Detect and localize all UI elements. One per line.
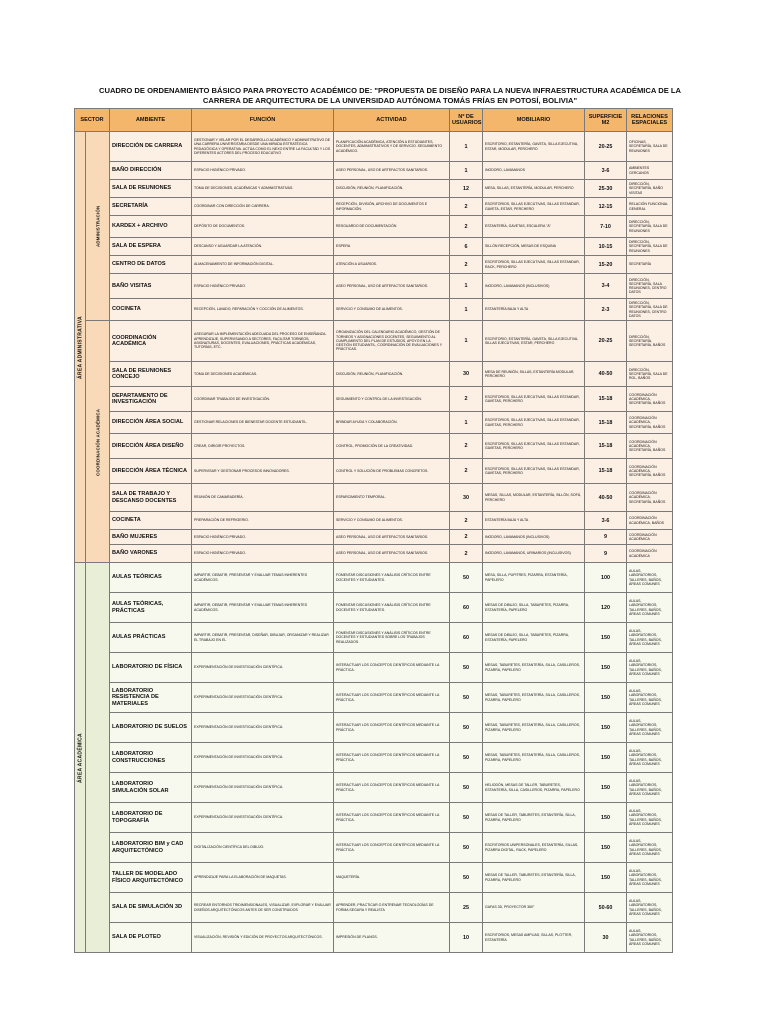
superficie-cell: 150 — [585, 803, 627, 833]
mobiliario-cell: SILLÓN RECEPCIÓN, MESAS DE ESQUINA — [483, 238, 585, 256]
usuarios-cell: 50 — [450, 713, 483, 743]
usuarios-cell: 2 — [450, 387, 483, 412]
title-line-2: CARRERA DE ARQUITECTURA DE LA UNIVERSIDAD AUTÓNOMA TOMÁS FRÍAS EN POTOSÍ, BOLIVIA" — [202, 96, 578, 106]
usuarios-cell: 25 — [450, 893, 483, 923]
mobiliario-cell: ESTANTERÍA BAJA Y ALTA — [483, 299, 585, 321]
superficie-cell: 20-25 — [585, 132, 627, 162]
actividad-cell: DISCUSIÓN, REUNIÓN, PLANIFICACIÓN. — [334, 362, 450, 387]
mobiliario-cell: MESAS, SILLAS, MODULAR, ESTANTERÍA, SILLÓN, SOFÁ, PERCHERO — [483, 484, 585, 512]
funcion-cell: IMPARTIR, DEBATIR, PRESENTAR Y EVALUAR TEMAS INHERENTES ACADÉMICOS. — [192, 593, 334, 623]
table-row — [75, 893, 673, 923]
relaciones-cell: AULAS, LABORATORIOS, TALLERES, BAÑOS, ÁREAS COMUNES — [627, 563, 673, 593]
superficie-cell: 150 — [585, 683, 627, 713]
table-row — [75, 387, 673, 412]
mobiliario-cell: MESAS, TABURETES, ESTANTERÍA, SILLA, CASILLEROS, PIZARRA, PAPELERO — [483, 743, 585, 773]
sector-area-academica-sub — [86, 563, 110, 953]
mobiliario-cell: MESAS, TABURETES, ESTANTERÍA, SILLA, CASILLEROS, PIZARRA, PAPELERO — [483, 653, 585, 683]
ambiente-cell: DIRECCIÓN ÁREA SOCIAL — [110, 412, 192, 434]
funcion-cell: ESPACIO HIGIÉNICO PRIVADO. — [192, 274, 334, 299]
relaciones-cell: COORDINACIÓN ACADÉMICA, SECRETARÍA, BAÑOS — [627, 459, 673, 484]
funcion-cell: EXPERIMENTACIÓN DE INVESTIGACIÓN CIENTÍFICA. — [192, 653, 334, 683]
funcion-cell: EXPERIMENTACIÓN DE INVESTIGACIÓN CIENTÍFICA. — [192, 773, 334, 803]
actividad-cell: ASEO PERSONAL, USO DE ARTEFACTOS SANITARIOS. — [334, 162, 450, 180]
table-row — [75, 434, 673, 459]
relaciones-cell: COORDINACIÓN ACADÉMICA, BAÑOS — [627, 512, 673, 530]
mobiliario-cell: MESAS DE DIBUJO, SILLA, TABURETES, PIZARRA, ESTANTERÍA, PAPELERO — [483, 593, 585, 623]
mobiliario-cell: ESCRITORIOS, SILLAS EJECUTIVAS, SILLAS ESTANDAR, GAVETAS, PERCHERO — [483, 434, 585, 459]
relaciones-cell: COORDINACIÓN ACADÉMICA — [627, 530, 673, 545]
actividad-cell: ASEO PERSONAL, USO DE ARTEFACTOS SANITARIOS. — [334, 545, 450, 563]
ambiente-cell: LABORATORIO DE SUELOS — [110, 713, 192, 743]
mobiliario-cell: ESCRITORIOS, SILLAS EJECUTIVAS, SILLAS ESTANDAR, GAVETAS, PERCHERO — [483, 459, 585, 484]
superficie-cell: 10-15 — [585, 238, 627, 256]
header-superficie: SUPERFICIE M2 — [585, 109, 627, 132]
superficie-cell: 3-6 — [585, 512, 627, 530]
table-row — [75, 198, 673, 216]
usuarios-cell: 10 — [450, 923, 483, 953]
superficie-cell: 150 — [585, 713, 627, 743]
actividad-cell: INTERACTUAR LOS CONCEPTOS CIENTÍFICOS MEDIANTE LA PRÁCTICA. — [334, 833, 450, 863]
mobiliario-cell: MESA DE REUNIÓN, SILLAS, ESTANTERÍA MODULAR, PERCHERO — [483, 362, 585, 387]
relaciones-cell: AULAS, LABORATORIOS, TALLERES, BAÑOS, ÁREAS COMUNES — [627, 653, 673, 683]
actividad-cell: IMPRESIÓN DE PLANOS. — [334, 923, 450, 953]
usuarios-cell: 2 — [450, 545, 483, 563]
mobiliario-cell: INODORO, LAVAMANOS — [483, 162, 585, 180]
table-row — [75, 563, 673, 593]
relaciones-cell: DIRECCIÓN, SECRETARÍA, BAÑO VISITAS — [627, 180, 673, 198]
usuarios-cell: 50 — [450, 563, 483, 593]
usuarios-cell: 1 — [450, 132, 483, 162]
funcion-cell: RECEPCIÓN, LAVADO, REPARACIÓN Y COCCIÓN DE ALIMENTOS. — [192, 299, 334, 321]
superficie-cell: 40-50 — [585, 484, 627, 512]
ambiente-cell: LABORATORIO RESISTENCIA DE MATERIALES — [110, 683, 192, 713]
mobiliario-cell: MESAS DE DIBUJO, SILLA, TABURETES, PIZARRA, ESTANTERÍA, PAPELERO — [483, 623, 585, 653]
mobiliario-cell: INODORO, LAVAMANOS, URINARIOS (INCLUSIVOS) — [483, 545, 585, 563]
usuarios-cell: 50 — [450, 683, 483, 713]
header-relaciones: RELACIONES ESPACIALES — [627, 109, 673, 132]
ambiente-cell: DIRECCIÓN ÁREA DISEÑO — [110, 434, 192, 459]
superficie-cell: 150 — [585, 743, 627, 773]
mobiliario-cell: MESAS, TABURETES, ESTANTERÍA, SILLA, CASILLEROS, PIZARRA, PAPELERO — [483, 713, 585, 743]
mobiliario-cell: INODORO, LAVAMANOS (INCLUSIVOS) — [483, 274, 585, 299]
usuarios-cell: 50 — [450, 803, 483, 833]
table-row — [75, 653, 673, 683]
ambiente-cell: CENTRO DE DATOS — [110, 256, 192, 274]
superficie-cell: 150 — [585, 623, 627, 653]
funcion-cell: TOMA DE DECISIONES ACADÉMICAS. — [192, 362, 334, 387]
mobiliario-cell: MESA, SILLAS, ESTANTERÍA, MODULAR, PERCHERO — [483, 180, 585, 198]
relaciones-cell: AULAS, LABORATORIOS, TALLERES, BAÑOS, ÁREAS COMUNES — [627, 923, 673, 953]
ambiente-cell: SALA DE REUNIONES — [110, 180, 192, 198]
funcion-cell: VISUALIZACIÓN, REVISIÓN Y EDICIÓN DE PROYECTOS ARQUITECTÓNICOS. — [192, 923, 334, 953]
superficie-cell: 150 — [585, 863, 627, 893]
table-row — [75, 530, 673, 545]
relaciones-cell: AULAS, LABORATORIOS, TALLERES, BAÑOS, ÁREAS COMUNES — [627, 623, 673, 653]
superficie-cell: 150 — [585, 833, 627, 863]
funcion-cell: SUPERVISAR Y GESTIONAR PROCESOS INNOVADORES. — [192, 459, 334, 484]
relaciones-cell: DIRECCIÓN, SECRETARÍA, SALA DE ROL, BAÑOS — [627, 362, 673, 387]
actividad-cell: INTERACTUAR LOS CONCEPTOS CIENTÍFICOS MEDIANTE LA PRÁCTICA. — [334, 773, 450, 803]
table-row — [75, 773, 673, 803]
relaciones-cell: AMBIENTES CERCANOS — [627, 162, 673, 180]
funcion-cell: IMPARTIR, DEBATIR, PRESENTAR, DISEÑAR, DIBUJAR, ORGANIZAR Y REALIZAR EL TRABAJO EN EL — [192, 623, 334, 653]
header-usuarios: Nº DE USUARIOS — [450, 109, 483, 132]
usuarios-cell: 60 — [450, 623, 483, 653]
ambiente-cell: AULAS TEÓRICAS — [110, 563, 192, 593]
relaciones-cell: AULAS, LABORATORIOS, TALLERES, BAÑOS, ÁREAS COMUNES — [627, 593, 673, 623]
mobiliario-cell: GAFAS 3D, PROYECTOR 360° — [483, 893, 585, 923]
relaciones-cell: SECRETARÍA — [627, 256, 673, 274]
funcion-cell: EXPERIMENTACIÓN DE INVESTIGACIÓN CIENTÍFICA. — [192, 713, 334, 743]
table-row — [75, 863, 673, 893]
sector-coordinacion-academica: COORDINACIÓN ACADÉMICA — [86, 321, 110, 563]
table-row — [75, 512, 673, 530]
funcion-cell: ESPACIO HIGIÉNICO PRIVADO. — [192, 545, 334, 563]
header-funcion: FUNCIÓN — [192, 109, 334, 132]
actividad-cell: ASEO PERSONAL, USO DE ARTEFACTOS SANITARIOS. — [334, 274, 450, 299]
title-line-1: CUADRO DE ORDENAMIENTO BÁSICO PARA PROYECTO ACADÉMICO DE: "PROPUESTA DE DISEÑO PARA LA NUEVA INFRAESTRUCTURA ACADÉMICA DE LA — [98, 86, 681, 95]
table-row — [75, 180, 673, 198]
ambiente-cell: SALA DE REUNIONES CONCEJO — [110, 362, 192, 387]
table-row — [75, 484, 673, 512]
usuarios-cell: 2 — [450, 256, 483, 274]
actividad-cell: ATENCIÓN A USUARIOS. — [334, 256, 450, 274]
funcion-cell: DIGITALIZACIÓN CIENTÍFICA DEL DIBUJO. — [192, 833, 334, 863]
superficie-cell: 12-15 — [585, 198, 627, 216]
actividad-cell: ESPERA — [334, 238, 450, 256]
table-row — [75, 362, 673, 387]
funcion-cell: CREAR, DIRIGIR PROYECTOS. — [192, 434, 334, 459]
usuarios-cell: 30 — [450, 484, 483, 512]
table-row — [75, 412, 673, 434]
actividad-cell: CONTROL, PROMOCIÓN DE LA CREATIVIDAD. — [334, 434, 450, 459]
ambiente-cell: COCINETA — [110, 512, 192, 530]
table-row — [75, 593, 673, 623]
usuarios-cell: 2 — [450, 216, 483, 238]
relaciones-cell: AULAS, LABORATORIOS, TALLERES, BAÑOS, ÁREAS COMUNES — [627, 683, 673, 713]
ambiente-cell: BAÑO MUJERES — [110, 530, 192, 545]
usuarios-cell: 60 — [450, 593, 483, 623]
ambiente-cell: SALA DE TRABAJO Y DESCANSO DOCENTES — [110, 484, 192, 512]
table-row — [75, 256, 673, 274]
superficie-cell: 25-30 — [585, 180, 627, 198]
table-row — [75, 803, 673, 833]
table-row — [75, 132, 673, 162]
relaciones-cell: AULAS, LABORATORIOS, TALLERES, BAÑOS, ÁREAS COMUNES — [627, 863, 673, 893]
funcion-cell: EXPERIMENTACIÓN DE INVESTIGACIÓN CIENTÍFICA. — [192, 743, 334, 773]
ambiente-cell: TALLER DE MODELADO FÍSICO ARQUITECTÓNICO — [110, 863, 192, 893]
superficie-cell: 15-18 — [585, 387, 627, 412]
relaciones-cell: COORDINACIÓN ACADÉMICA, SECRETARÍA, BAÑOS — [627, 387, 673, 412]
relaciones-cell: AULAS, LABORATORIOS, TALLERES, BAÑOS, ÁREAS COMUNES — [627, 743, 673, 773]
superficie-cell: 3-4 — [585, 274, 627, 299]
relaciones-cell: RELACIÓN FUNCIONAL GENERAL — [627, 198, 673, 216]
usuarios-cell: 2 — [450, 530, 483, 545]
table-row — [75, 299, 673, 321]
table-row — [75, 459, 673, 484]
usuarios-cell: 50 — [450, 863, 483, 893]
ambiente-cell: LABORATORIO SIMULACIÓN SOLAR — [110, 773, 192, 803]
actividad-cell: SERVICIO Y CONSUMO DE ALIMENTOS. — [334, 512, 450, 530]
funcion-cell: PREPARACIÓN DE REFRIGERIO. — [192, 512, 334, 530]
ambiente-cell: BAÑO VISITAS — [110, 274, 192, 299]
superficie-cell: 3-6 — [585, 162, 627, 180]
document-title — [70, 86, 710, 107]
ambiente-cell: AULAS TEÓRICAS, PRÁCTICAS — [110, 593, 192, 623]
actividad-cell: DISCUSIÓN, REUNIÓN, PLANIFICACIÓN. — [334, 180, 450, 198]
actividad-cell: CONTROL Y SOLUCIÓN DE PROBLEMAS CONCRETOS. — [334, 459, 450, 484]
actividad-cell: RECEPCIÓN, DIVISIÓN, ARCHIVO DE DOCUMENTOS E INFORMACIÓN. — [334, 198, 450, 216]
actividad-cell: APRENDER, PRACTICAR O ENTRENAR TECNOLOGÍAS DE FORMA SEGURA Y REALISTA — [334, 893, 450, 923]
usuarios-cell: 1 — [450, 162, 483, 180]
superficie-cell: 50-60 — [585, 893, 627, 923]
usuarios-cell: 50 — [450, 743, 483, 773]
usuarios-cell: 50 — [450, 653, 483, 683]
usuarios-cell: 2 — [450, 512, 483, 530]
superficie-cell: 15-18 — [585, 459, 627, 484]
usuarios-cell: 50 — [450, 833, 483, 863]
mobiliario-cell: ESCRITORIOS, SILLAS EJECUTIVAS, SILLAS ESTANDAR, GAVETAS, PERCHERO — [483, 412, 585, 434]
usuarios-cell: 12 — [450, 180, 483, 198]
usuarios-cell: 1 — [450, 274, 483, 299]
table-row — [75, 238, 673, 256]
table-row — [75, 683, 673, 713]
superficie-cell: 150 — [585, 653, 627, 683]
table-row — [75, 623, 673, 653]
funcion-cell: ESPACIO HIGIÉNICO PRIVADO. — [192, 530, 334, 545]
relaciones-cell: COORDINACIÓN ACADÉMICA, SECRETARÍA, BAÑOS — [627, 484, 673, 512]
superficie-cell: 20-25 — [585, 321, 627, 362]
usuarios-cell: 1 — [450, 412, 483, 434]
superficie-cell: 2-3 — [585, 299, 627, 321]
relaciones-cell: COORDINACIÓN ACADÉMICA — [627, 545, 673, 563]
ambiente-cell: SALA DE SIMULACIÓN 3D — [110, 893, 192, 923]
relaciones-cell: COORDINACIÓN ACADÉMICA, SECRETARÍA, BAÑOS — [627, 412, 673, 434]
funcion-cell: REUNIÓN DE CAMARADERÍA. — [192, 484, 334, 512]
funcion-cell: DEPÓSITO DE DOCUMENTOS. — [192, 216, 334, 238]
superficie-cell: 40-50 — [585, 362, 627, 387]
table-row — [75, 216, 673, 238]
mobiliario-cell: INODORO, LAVAMANOS (INCLUSIVOS) — [483, 530, 585, 545]
table-body — [75, 132, 673, 953]
actividad-cell: INTERACTUAR LOS CONCEPTOS CIENTÍFICOS MEDIANTE LA PRÁCTICA. — [334, 743, 450, 773]
table-row — [75, 743, 673, 773]
table-row — [75, 321, 673, 362]
ambiente-cell: DIRECCIÓN ÁREA TÉCNICA — [110, 459, 192, 484]
superficie-cell: 15-18 — [585, 434, 627, 459]
actividad-cell: ORGANIZACIÓN DEL CALENDARIO ACADÉMICO, GESTIÓN DE TORNEOS Y ASIGNACIONES DOCENTES, SEGUIMIENTO AL CUMPLIMIENTO DEL PLAN DE ESTUDIOS, APOYO EN LA GESTIÓN ESTUDIANTIL, COORDINACIÓN DE EVALUACIONES Y PRÁCTICAS. — [334, 321, 450, 362]
funcion-cell: DESCANSO Y AGUARDAR LA ATENCIÓN. — [192, 238, 334, 256]
actividad-cell: BRINDAR AYUDA Y COLABORACIÓN. — [334, 412, 450, 434]
actividad-cell: FOMENTAR DISCUSIONES Y ANÁLISIS CRÍTICOS ENTRE DOCENTES Y ESTUDIANTES. — [334, 593, 450, 623]
table-header — [75, 109, 673, 132]
funcion-cell: GESTIONAR RELACIONES DE BIENESTAR DOCENTE ESTUDIANTIL. — [192, 412, 334, 434]
actividad-cell: INTERACTUAR LOS CONCEPTOS CIENTÍFICOS MEDIANTE LA PRÁCTICA. — [334, 683, 450, 713]
mobiliario-cell: MESA, SILLA, PUPITRES, PIZARRA, ESTANTERÍA, PAPELERO — [483, 563, 585, 593]
table-row — [75, 833, 673, 863]
ambiente-cell: DIRECCIÓN DE CARRERA — [110, 132, 192, 162]
funcion-cell: ASEGURAR LA IMPLEMENTACIÓN ADECUADA DEL PROCESO DE ENSEÑANZA-APRENDIZAJE, SUPERVISANDO A SECTORES, FACILITAR TORNEOS, ASIGNATURAS, DOCENTES, EVALUACIONES, PRÁCTICAS ACADÉMICAS, TUTORÍAS, ETC. — [192, 321, 334, 362]
relaciones-cell: AULAS, LABORATORIOS, TALLERES, BAÑOS, ÁREAS COMUNES — [627, 893, 673, 923]
actividad-cell: INTERACTUAR LOS CONCEPTOS CIENTÍFICOS MEDIANTE LA PRÁCTICA. — [334, 713, 450, 743]
table-row — [75, 545, 673, 563]
funcion-cell: EXPERIMENTACIÓN DE INVESTIGACIÓN CIENTÍFICA. — [192, 803, 334, 833]
sector-administracion: ADMINISTRACIÓN — [86, 132, 110, 321]
relaciones-cell: AULAS, LABORATORIOS, TALLERES, BAÑOS, ÁREAS COMUNES — [627, 773, 673, 803]
relaciones-cell: DIRECCIÓN, SECRETARÍA, SALA DE REUNIONES — [627, 238, 673, 256]
superficie-cell: 9 — [585, 545, 627, 563]
mobiliario-cell: ESTANTERÍA, GAVETAS, ESCALERA "A" — [483, 216, 585, 238]
table-row — [75, 923, 673, 953]
ambiente-cell: BAÑO DIRECCIÓN — [110, 162, 192, 180]
table-row — [75, 274, 673, 299]
mobiliario-cell: ESCRITORIOS, SILLAS EJECUTIVAS, SILLAS ESTANDAR, GAVETAS, PERCHERO — [483, 387, 585, 412]
superficie-cell: 120 — [585, 593, 627, 623]
relaciones-cell: COORDINACIÓN ACADÉMICA, SECRETARÍA, BAÑOS — [627, 434, 673, 459]
relaciones-cell: AULAS, LABORATORIOS, TALLERES, BAÑOS, ÁREAS COMUNES — [627, 833, 673, 863]
mobiliario-cell: ESCRITORIOS, SILLAS EJECUTIVAS, SILLAS ESTANDAR, RACK, PERCHERO — [483, 256, 585, 274]
header-ambiente: AMBIENTE — [110, 109, 192, 132]
header-actividad: ACTIVIDAD — [334, 109, 450, 132]
relaciones-cell: DIRECCIÓN, SECRETARÍA, SALA DE REUNIONES, CENTRO DATOS — [627, 299, 673, 321]
actividad-cell: SERVICIO Y CONSUMO DE ALIMENTOS. — [334, 299, 450, 321]
funcion-cell: TOMA DE DECISIONES, ACADÉMICAS Y ADMINISTRATIVAS. — [192, 180, 334, 198]
relaciones-cell: DIRECCIÓN, SECRETARÍA, SALA REUNIONES, CENTRO DATOS — [627, 274, 673, 299]
actividad-cell: FOMENTAR DISCUSIONES Y ANÁLISIS CRÍTICOS ENTRE DOCENTES Y ESTUDIANTES SOBRE LOS TRABAJOS REALIZADOS. — [334, 623, 450, 653]
actividad-cell: ASEO PERSONAL, USO DE ARTEFACTOS SANITARIOS. — [334, 530, 450, 545]
usuarios-cell: 1 — [450, 321, 483, 362]
ambiente-cell: SALA DE PLOTEO — [110, 923, 192, 953]
superficie-cell: 150 — [585, 773, 627, 803]
sector-area-academica: ÁREA ACADÉMICA — [75, 563, 86, 953]
usuarios-cell: 2 — [450, 459, 483, 484]
ambiente-cell: SALA DE ESPERA — [110, 238, 192, 256]
actividad-cell: MAQUETERÍA. — [334, 863, 450, 893]
actividad-cell: INTERACTUAR LOS CONCEPTOS CIENTÍFICOS MEDIANTE LA PRÁCTICA. — [334, 803, 450, 833]
funcion-cell: ESPACIO HIGIÉNICO PRIVADO. — [192, 162, 334, 180]
mobiliario-cell: ESCRITORIO, ESTANTERÍA, GAVETA, SILLA EJECUTIVA, ESTAR, MODULAR, PERCHERO — [483, 132, 585, 162]
ambiente-cell: LABORATORIO CONSTRUCCIONES — [110, 743, 192, 773]
ordering-table — [74, 108, 673, 953]
mobiliario-cell: ESCRITORIOS, MESAS AMPLIAS, SILLAS, PLOTTER, ESTANTERÍA — [483, 923, 585, 953]
ambiente-cell: LABORATORIO DE TOPOGRAFÍA — [110, 803, 192, 833]
actividad-cell: RESGUARDO DE DOCUMENTACIÓN — [334, 216, 450, 238]
funcion-cell: APRENDIZAJE PARA LA ELABORACIÓN DE MAQUETAS. — [192, 863, 334, 893]
superficie-cell: 7-10 — [585, 216, 627, 238]
ambiente-cell: LABORATORIO DE FÍSICA — [110, 653, 192, 683]
superficie-cell: 9 — [585, 530, 627, 545]
header-sector: SECTOR — [75, 109, 110, 132]
relaciones-cell: OFICINAS, SECRETARÍA, SALA DE REUNIONES — [627, 132, 673, 162]
usuarios-cell: 1 — [450, 299, 483, 321]
mobiliario-cell: ESCRITORIOS, SILLAS EJECUTIVAS, SILLAS ESTANDAR, GAVETA, ESTAR, PERCHERO — [483, 198, 585, 216]
usuarios-cell: 2 — [450, 434, 483, 459]
actividad-cell: SEGUIMIENTO Y CONTROL DE LA INVESTIGACIÓN. — [334, 387, 450, 412]
funcion-cell: IMPARTIR, DEBATIR, PRESENTAR Y EVALUAR TEMAS INHERENTES ACADÉMICOS. — [192, 563, 334, 593]
superficie-cell: 15-18 — [585, 412, 627, 434]
ambiente-cell: BAÑO VARONES — [110, 545, 192, 563]
superficie-cell: 30 — [585, 923, 627, 953]
usuarios-cell: 50 — [450, 773, 483, 803]
usuarios-cell: 6 — [450, 238, 483, 256]
ambiente-cell: SECRETARÍA — [110, 198, 192, 216]
relaciones-cell: DIRECCIÓN, SECRETARÍA, SECRETARÍA, BAÑOS — [627, 321, 673, 362]
ambiente-cell: DEPARTAMENTO DE INVESTIGACIÓN — [110, 387, 192, 412]
funcion-cell: COORDINAR CON DIRECCIÓN DE CARRERA. — [192, 198, 334, 216]
relaciones-cell: AULAS, LABORATORIOS, TALLERES, BAÑOS, ÁREAS COMUNES — [627, 713, 673, 743]
mobiliario-cell: MESAS, TABURETES, ESTANTERÍA, SILLA, CASILLEROS, PIZARRA, PAPELERO — [483, 683, 585, 713]
usuarios-cell: 30 — [450, 362, 483, 387]
ambiente-cell: COORDINACIÓN ACADÉMICA — [110, 321, 192, 362]
ambiente-cell: COCINETA — [110, 299, 192, 321]
mobiliario-cell: ESTANTERÍA BAJA Y ALTA — [483, 512, 585, 530]
funcion-cell: GESTIONAR Y VELAR POR EL DESARROLLO ACADÉMICO Y ADMINISTRATIVO DE UNA CARRERA UNIVERSITARIA DESDE UNA MIRADA ESTRATÉGICA PEDAGÓGICA Y OPERATIVA. ACTÚA COMO EL NEXO ENTRE LA FACULTAD Y LOS DIFERENTES ACTORES DEL PROCESO EDUCATIVO — [192, 132, 334, 162]
funcion-cell: EXPERIMENTACIÓN DE INVESTIGACIÓN CIENTÍFICA. — [192, 683, 334, 713]
mobiliario-cell: MESAS DE TALLER, TABURETES, ESTANTERÍA, SILLA, PIZARRA, PAPELERO — [483, 863, 585, 893]
funcion-cell: COORDINAR TRABAJOS DE INVESTIGACIÓN. — [192, 387, 334, 412]
mobiliario-cell: HELIODÓN, MESAS DE TALLER, TABURETES, ESTANTERÍA, SILLA, CASILLEROS, PIZARRA, PAPELERO — [483, 773, 585, 803]
table-row — [75, 713, 673, 743]
actividad-cell: FOMENTAR DISCUSIONES Y ANÁLISIS CRÍTICOS ENTRE DOCENTES Y ESTUDIANTES. — [334, 563, 450, 593]
actividad-cell: INTERACTUAR LOS CONCEPTOS CIENTÍFICOS MEDIANTE LA PRÁCTICA. — [334, 653, 450, 683]
ambiente-cell: AULAS PRÁCTICAS — [110, 623, 192, 653]
superficie-cell: 15-20 — [585, 256, 627, 274]
relaciones-cell: DIRECCIÓN, SECRETARÍA, SALA DE REUNIONES — [627, 216, 673, 238]
relaciones-cell: AULAS, LABORATORIOS, TALLERES, BAÑOS, ÁREAS COMUNES — [627, 803, 673, 833]
superficie-cell: 100 — [585, 563, 627, 593]
ambiente-cell: LABORATORIO BIM y CAD ARQUITECTÓNICO — [110, 833, 192, 863]
actividad-cell: ESPARCIMIENTO TEMPORAL. — [334, 484, 450, 512]
mobiliario-cell: ESCRITORIOS UNIPERSONALES, ESTANTERÍA, SILLAS, PIZARRA DIGITAL, RACK, PAPELERO — [483, 833, 585, 863]
header-mobiliario: MOBILIARIO — [483, 109, 585, 132]
actividad-cell: PLANIFICACIÓN ACADÉMICA, ATENCIÓN A ESTUDIANTES, DOCENTES, ADMINISTRATIVOS Y DE SERVICIO. SEGUIMIENTO ACADÉMICO. — [334, 132, 450, 162]
sector-area-administrativa: ÁREA ADMINISTRATIVA — [75, 132, 86, 563]
mobiliario-cell: MESAS DE TALLER, TABURETES, ESTANTERÍA, SILLA, PIZARRA, PAPELERO — [483, 803, 585, 833]
table-row — [75, 162, 673, 180]
mobiliario-cell: ESCRITORIO, ESTANTERÍA, GAVETA, SILLA EJECUTIVA, SILLAS EJECUTIVAS, ESTAR, PERCHERO — [483, 321, 585, 362]
funcion-cell: RECREAR ENTORNOS TRIDIMENSIONALES, VISUALIZAR, EXPLORAR Y EVALUAR DISEÑOS ARQUITECTÓNICOS ANTES DE SER CONSTRUIDOS — [192, 893, 334, 923]
usuarios-cell: 2 — [450, 198, 483, 216]
ambiente-cell: KARDEX + ARCHIVO — [110, 216, 192, 238]
funcion-cell: ALMACENAMIENTO DE INFORMACIÓN DIGITAL. — [192, 256, 334, 274]
